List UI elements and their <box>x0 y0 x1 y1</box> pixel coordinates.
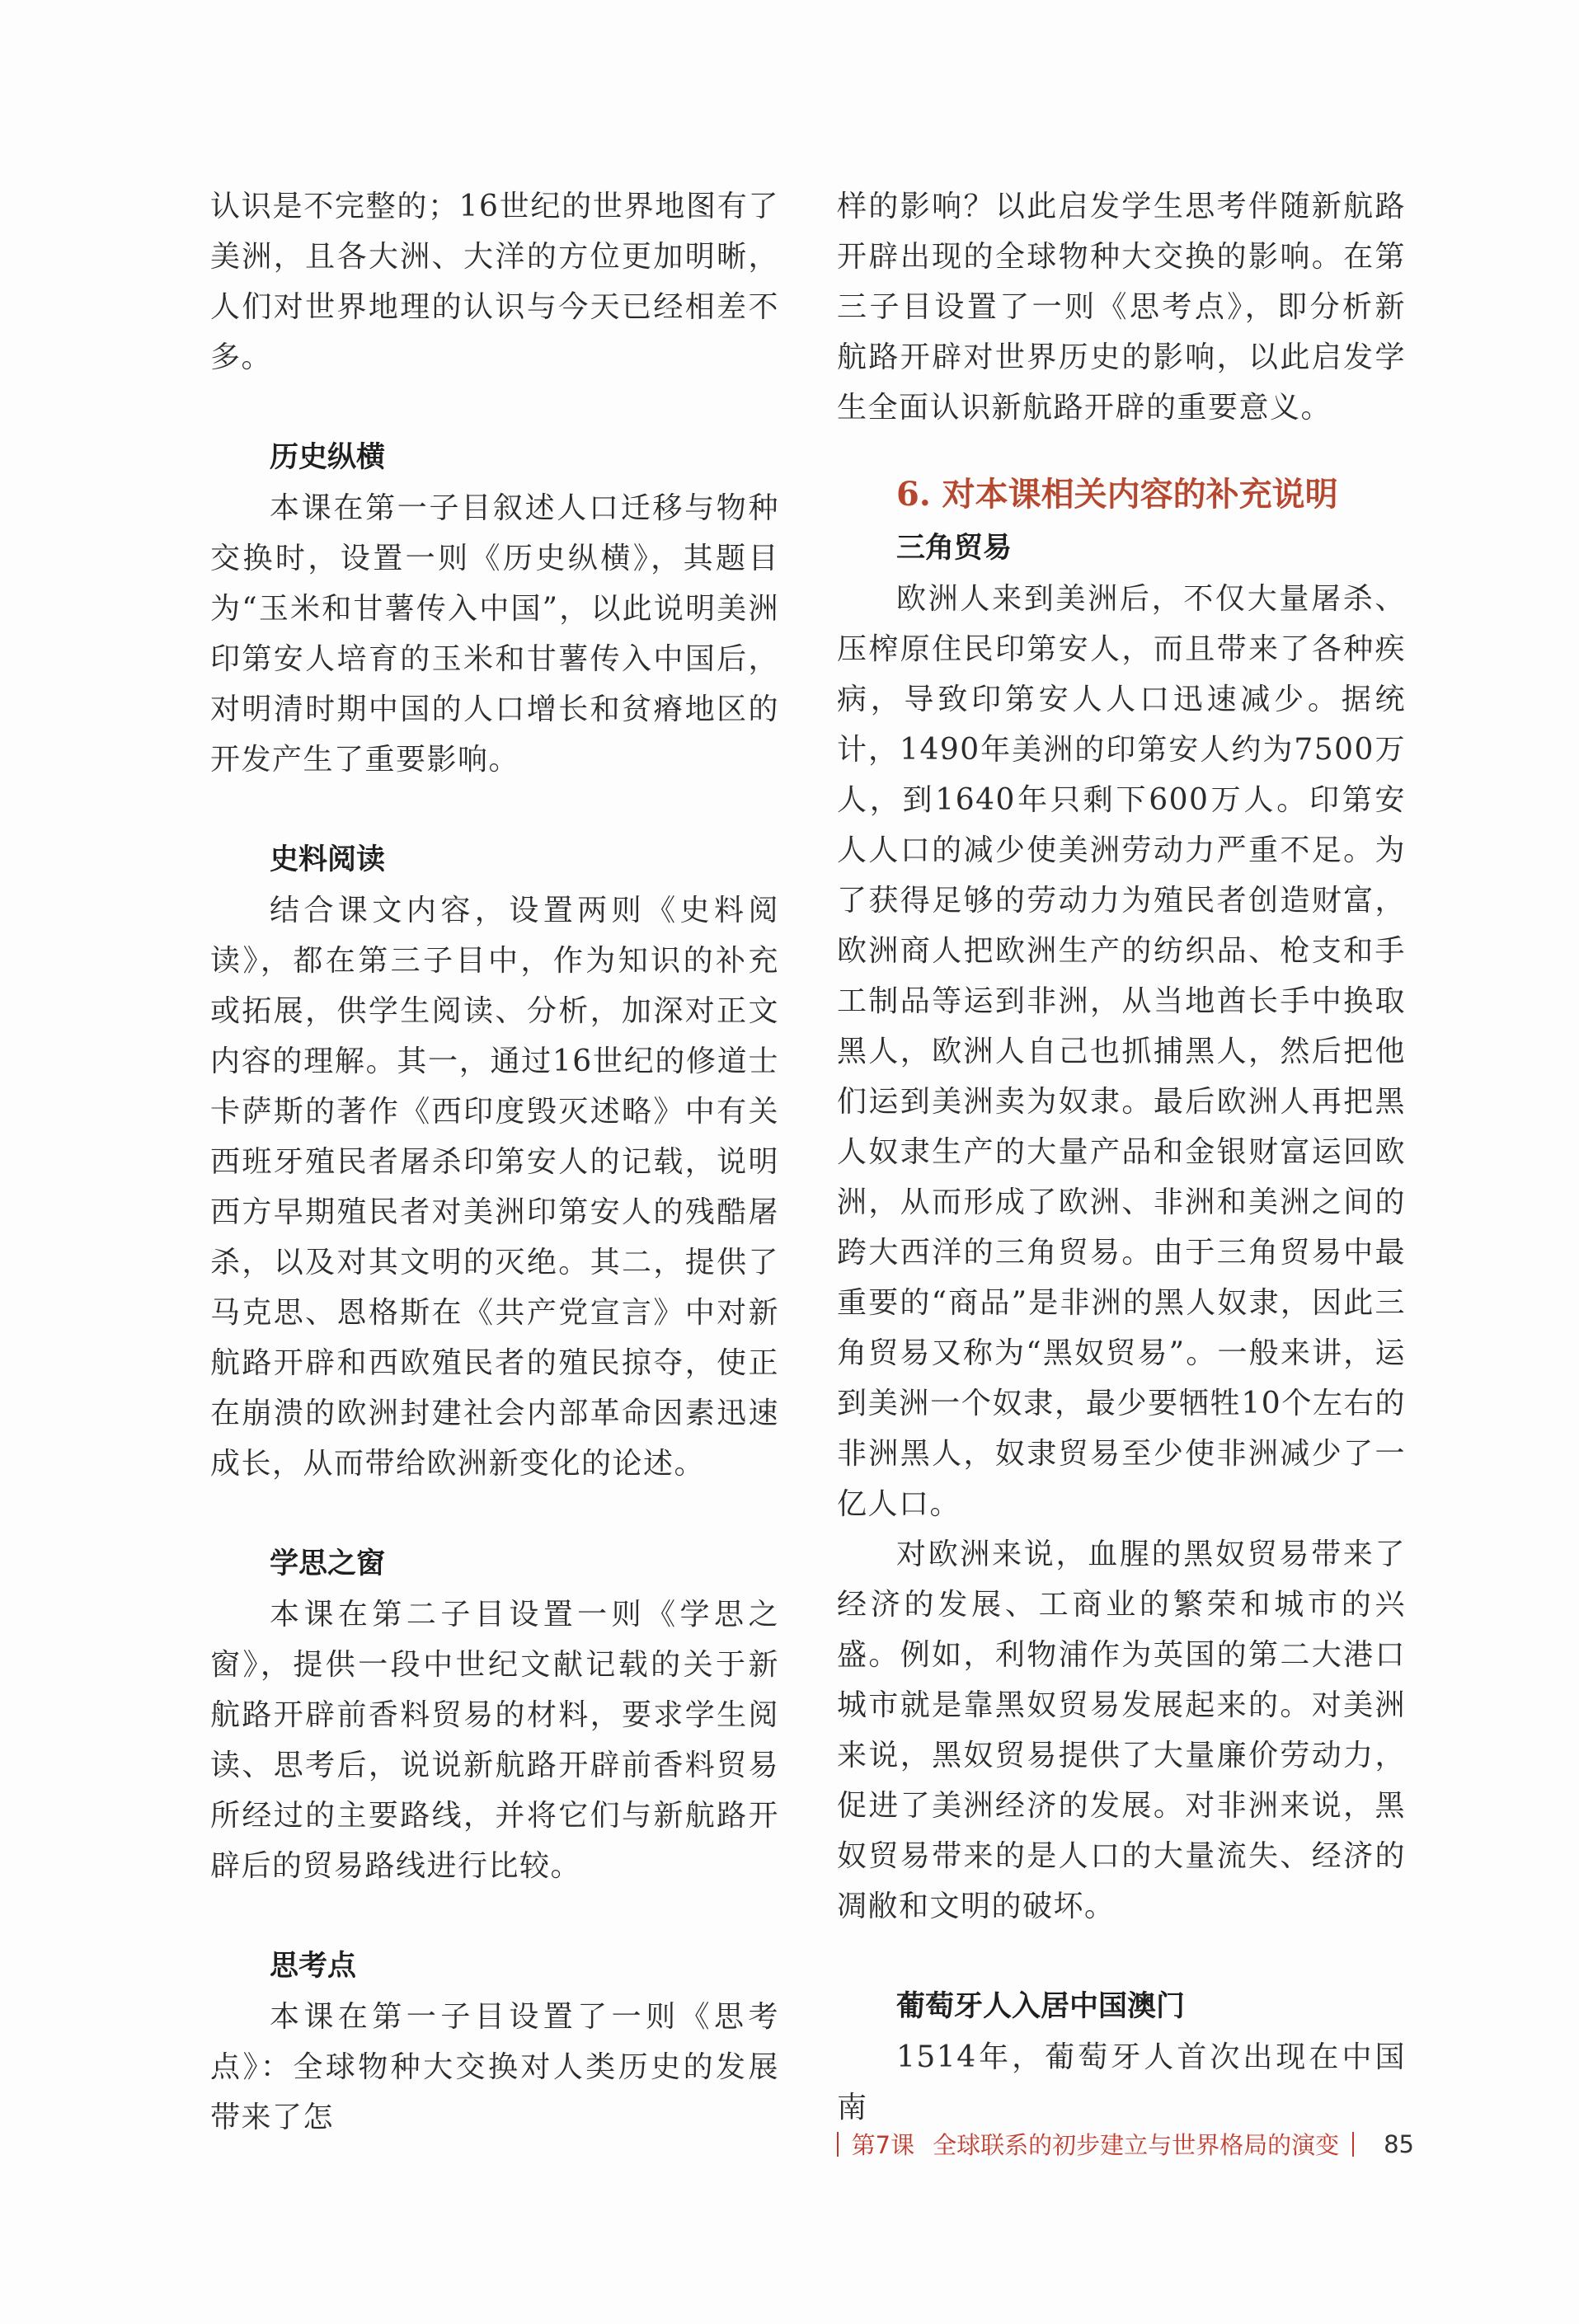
footer-lesson: 第7课 <box>851 2131 915 2159</box>
paragraph-sanjiao-maoyi-1: 欧洲人来到美洲后，不仅大量屠杀、压榨原住民印第安人，而且带来了各种疾病，导致印第安人人口迅速减少。据统计，1490年美洲的印第安人约为7500万人，到1640年只剩下600万人。印第安人人口的减少使美洲劳动力严重不足。为了获得足够的劳动力为殖民者创造财富，欧洲商人把欧洲生产的纺织品、枪支和手工制品等运到非洲，从当地酋长手中换取黑人，欧洲人自己也抓捕黑人，然后把他们运到美洲卖为奴隶。最后欧洲人再把黑人奴隶生产的大量产品和金银财富运回欧洲，从而形成了欧洲、非洲和美洲之间的跨大西洋的三角贸易。由于三角贸易中最重要的“商品”是非洲的黑人奴隶，因此三角贸易又称为“黑奴贸易”。一般来讲，运到美洲一个奴隶，最少要牺牲10个左右的非洲黑人，奴隶贸易至少使非洲减少了一亿人口。 <box>837 582 1406 1521</box>
section-title: 6. 对本课相关内容的补充说明 <box>896 475 1338 514</box>
page-footer <box>808 2127 1414 2161</box>
heading-shiliao-yuedu: 史料阅读 <box>270 843 386 876</box>
paragraph-xuesi-zhichuang: 本课在第二子目设置一则《学思之窗》，提供一段中世纪文献记载的关于新航路开辟前香料贸易的材料，要求学生阅读、思考后，说说新航路开辟前香料贸易所经过的主要路线，并将它们与新航路开辟后的贸易路线进行比较。 <box>210 1598 779 1883</box>
paragraph-lishi-zongheng: 本课在第一子目叙述人口迁移与物种交换时，设置一则《历史纵横》，其题目为“玉米和甘薯传入中国”，以此说明美洲印第安人培育的玉米和甘薯传入中国后，对明清时期中国的人口增长和贫瘠地区的开发产生了重要影响。 <box>210 491 779 777</box>
footer-divider-left <box>837 2132 839 2157</box>
footer-divider-right <box>1352 2132 1354 2157</box>
left-column <box>210 181 779 2143</box>
paragraph-sikaodian: 本课在第一子目设置了一则《思考点》：全球物种大交换对人类历史的发展带来了怎 <box>210 2000 779 2134</box>
paragraph-macau: 1514年，葡萄牙人首次出现在中国南 <box>837 2040 1406 2124</box>
paragraph-shiliao-yuedu: 结合课文内容，设置两则《史料阅读》，都在第三子目中，作为知识的补充或拓展，供学生阅读、分析，加深对正文内容的理解。其一，通过16世纪的修道士卡萨斯的著作《西印度毁灭述略》中有关西班牙殖民者屠杀印第安人的记载，说明西方早期殖民者对美洲印第安人的残酷屠杀，以及对其文明的灭绝。其二，提供了马克思、恩格斯在《共产党宣言》中对新航路开辟和西欧殖民者的殖民掠夺，使正在崩溃的欧洲封建社会内部革命因素迅速成长，从而带给欧洲新变化的论述。 <box>210 894 779 1481</box>
intro-paragraph: 认识是不完整的；16世纪的世界地图有了美洲，且各大洲、大洋的方位更加明晰，人们对世界地理的认识与今天已经相差不多。 <box>210 190 779 374</box>
heading-sanjiao-maoyi: 三角贸易 <box>896 532 1013 565</box>
page-number: 85 <box>1384 2129 1414 2158</box>
heading-xuesi-zhichuang: 学思之窗 <box>270 1547 386 1580</box>
right-column <box>837 181 1406 2133</box>
continued-paragraph: 样的影响？以此启发学生思考伴随新航路开辟出现的全球物种大交换的影响。在第三子目设置了一则《思考点》，即分析新航路开辟对世界历史的影响，以此启发学生全面认识新航路开辟的重要意义。 <box>837 190 1406 425</box>
footer-lesson-title: 全球联系的初步建立与世界格局的演变 <box>933 2131 1340 2159</box>
heading-lishi-zongheng: 历史纵横 <box>270 441 386 474</box>
heading-sikaodian: 思考点 <box>270 1950 357 1983</box>
heading-macau: 葡萄牙人入居中国澳门 <box>896 1990 1186 2023</box>
paragraph-sanjiao-maoyi-2: 对欧洲来说，血腥的黑奴贸易带来了经济的发展、工商业的繁荣和城市的兴盛。例如，利物浦作为英国的第二大港口城市就是靠黑奴贸易发展起来的。对美洲来说，黑奴贸易提供了大量廉价劳动力，促进了美洲经济的发展。对非洲来说，黑奴贸易带来的是人口的大量流失、经济的凋敝和文明的破坏。 <box>837 1538 1406 1923</box>
